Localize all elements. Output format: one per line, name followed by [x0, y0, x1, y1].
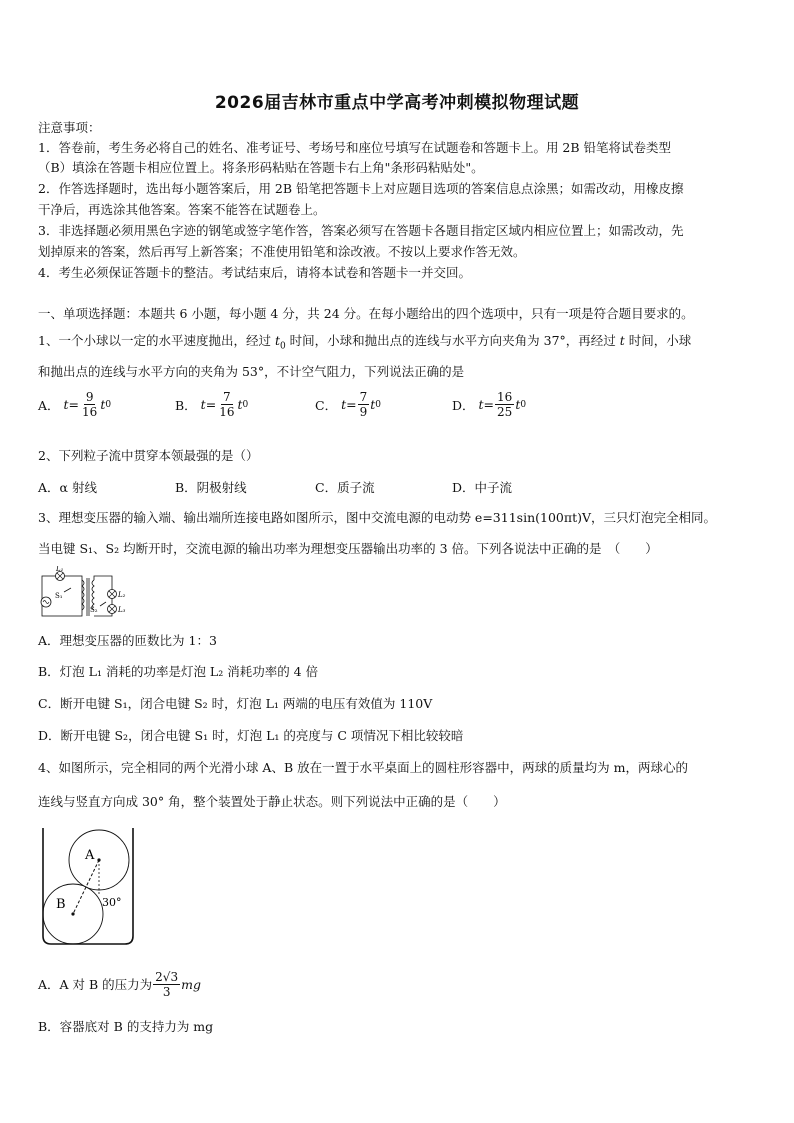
q4-option-a-fraction — [153, 970, 180, 999]
q1-options — [38, 390, 758, 426]
q4-line2: 连线与竖直方向成 30° 角，整个装置处于静止状态。则下列说法中正确的是（ ） — [38, 794, 506, 809]
fraction-numerator: 16 — [497, 390, 513, 404]
q4-line1: 4、如图所示，完全相同的两个光滑小球 A、B 放在一置于水平桌面上的圆柱形容器中，两球的质量均为 m，两球心的 — [38, 760, 688, 775]
section-heading: 一、单项选择题：本题共 6 小题，每小题 4 分，共 24 分。在每小题给出的四个选项中，只有一项是符合题目要求的。 — [38, 306, 694, 321]
q1-text-c: 时间，小球 — [624, 333, 692, 348]
q1-t-var: t — [619, 333, 625, 348]
angle-label: 30° — [102, 896, 122, 909]
container-balls-diagram — [38, 826, 138, 948]
fraction-numerator: 2√3 — [155, 970, 179, 984]
option-tail-sub: 0 — [375, 399, 381, 410]
q2-option-a[interactable]: A．α 射线 — [38, 480, 97, 495]
q3-option-d[interactable]: D．断开电键 S₂，闭合电键 S₁ 时，灯泡 L₁ 的亮度与 C 项情况下相比较较暗 — [38, 728, 464, 743]
q2-option-d[interactable]: D．中子流 — [452, 480, 513, 495]
switch-s2-label: S₂ — [90, 606, 98, 614]
option-fraction — [217, 390, 236, 419]
q1-text-b: 时间，小球和抛出点的连线与水平方向夹角为 37°，再经过 — [285, 333, 620, 348]
q2-stem: 2、下列粒子流中贯穿本领最强的是（） — [38, 448, 259, 463]
notice-item-3: 3．非选择题必须用黑色字迹的钢笔或签字笔作答，答案必须写在答题卡各题目指定区域内相应位置上；如需改动，先 — [38, 223, 684, 238]
option-fraction — [495, 390, 514, 419]
lamp-l1-label: L₁ — [56, 566, 64, 573]
q1-t0-var: t — [274, 333, 280, 348]
option-eq: = — [205, 397, 217, 412]
option-var: t — [63, 397, 69, 412]
option-fraction — [80, 390, 99, 419]
option-tail-sub: 0 — [105, 399, 112, 410]
option-label: A． — [38, 397, 60, 413]
option-tail-sub: 0 — [520, 399, 527, 410]
option-var: t — [478, 397, 484, 412]
fraction-denominator: 16 — [82, 405, 98, 419]
q1-option-d[interactable] — [452, 390, 526, 419]
fraction-numerator: 7 — [359, 390, 368, 404]
notice-item-1: 1．答卷前，考生务必将自己的姓名、准考证号、考场号和座位号填写在试题卷和答题卡上。用 2B 铅笔将试卷类型 — [38, 140, 672, 155]
q1-text-a: 1、一个小球以一定的水平速度抛出，经过 — [38, 333, 275, 348]
q2-option-b[interactable]: B．阴极射线 — [175, 480, 247, 495]
q1-option-c[interactable] — [315, 390, 381, 419]
q2-options — [38, 478, 758, 498]
option-tail: t — [515, 397, 521, 412]
option-label: D． — [452, 397, 475, 413]
q3-line1: 3、理想变压器的输入端、输出端所连接电路如图所示，图中交流电源的电动势 e=311sin(100πt)V，三只灯泡完全相同。 — [38, 510, 716, 525]
q4-option-b[interactable]: B．容器底对 B 的支持力为 mg — [38, 1019, 214, 1034]
notice-heading: 注意事项： — [38, 120, 101, 135]
notice-item-2: 2．作答选择题时，选出每小题答案后，用 2B 铅笔把答题卡上对应题目选项的答案信息点涂黑；如需改动，用橡皮擦 — [38, 181, 684, 196]
q3-option-b[interactable]: B．灯泡 L₁ 消耗的功率是灯泡 L₂ 消耗功率的 4 倍 — [38, 664, 319, 679]
q1-t0-sub: 0 — [279, 341, 286, 352]
notice-item-2-cont: 干净后，再选涂其他答案。答案不能答在试题卷上。 — [38, 202, 326, 217]
option-tail: t — [100, 397, 106, 412]
fraction-numerator: 7 — [223, 390, 231, 404]
fraction-denominator: 16 — [219, 405, 235, 419]
exam-title: 2026届吉林市重点中学高考冲刺模拟物理试题 — [214, 93, 580, 113]
option-tail-sub: 0 — [242, 399, 249, 410]
q1-line1 — [38, 332, 758, 356]
option-tail: t — [370, 397, 376, 412]
q3-option-a[interactable]: A．理想变压器的匝数比为 1：3 — [38, 633, 217, 648]
option-label: B． — [175, 397, 197, 413]
notice-item-1-cont: （B）填涂在答题卡相应位置上。将条形码粘贴在答题卡右上角"条形码粘贴处"。 — [38, 160, 484, 175]
option-label: C． — [315, 397, 338, 413]
fraction-denominator: 25 — [497, 405, 513, 419]
lamp-l2-label: L₂ — [118, 591, 126, 599]
option-fraction — [358, 390, 370, 419]
ball-b-label: B — [56, 897, 66, 912]
q2-option-c[interactable]: C．质子流 — [315, 480, 375, 495]
lamp-l3-label: L₃ — [118, 606, 126, 614]
fraction-denominator: 9 — [359, 405, 368, 419]
ball-a-label: A — [85, 848, 95, 863]
transformer-circuit-diagram — [38, 566, 134, 622]
switch-s1-label: S₁ — [55, 592, 63, 600]
q3-option-c[interactable]: C．断开电键 S₁，闭合电键 S₂ 时，灯泡 L₁ 两端的电压有效值为 110V — [38, 696, 433, 711]
option-tail: t — [237, 397, 243, 412]
fraction-numerator: 9 — [85, 390, 94, 404]
fraction-denominator: 3 — [162, 985, 171, 999]
q3-line2: 当电键 S₁、S₂ 均断开时，交流电源的输出功率为理想变压器输出功率的 3 倍。下列各说法中正确的是 （ ） — [38, 541, 658, 556]
q1-option-b[interactable] — [175, 390, 248, 419]
q4-option-a[interactable] — [38, 970, 758, 999]
notice-item-3-cont: 划掉原来的答案，然后再写上新答案；不准使用铅笔和涂改液。不按以上要求作答无效。 — [38, 244, 526, 259]
notice-item-4: 4．考生必须保证答题卡的整洁。考试结束后，请将本试卷和答题卡一并交回。 — [38, 265, 471, 280]
q1-line2: 和抛出点的连线与水平方向的夹角为 53°，不计空气阻力，下列说法正确的是 — [38, 364, 465, 379]
q1-option-a[interactable] — [38, 390, 111, 419]
option-var: t — [341, 397, 347, 412]
q4-option-a-text: A．A 对 B 的压力为 — [38, 976, 153, 992]
option-eq: = — [68, 397, 80, 412]
q4-option-a-unit: mg — [181, 976, 201, 992]
option-var: t — [200, 397, 206, 412]
option-eq: = — [346, 397, 357, 412]
option-eq: = — [483, 397, 495, 412]
